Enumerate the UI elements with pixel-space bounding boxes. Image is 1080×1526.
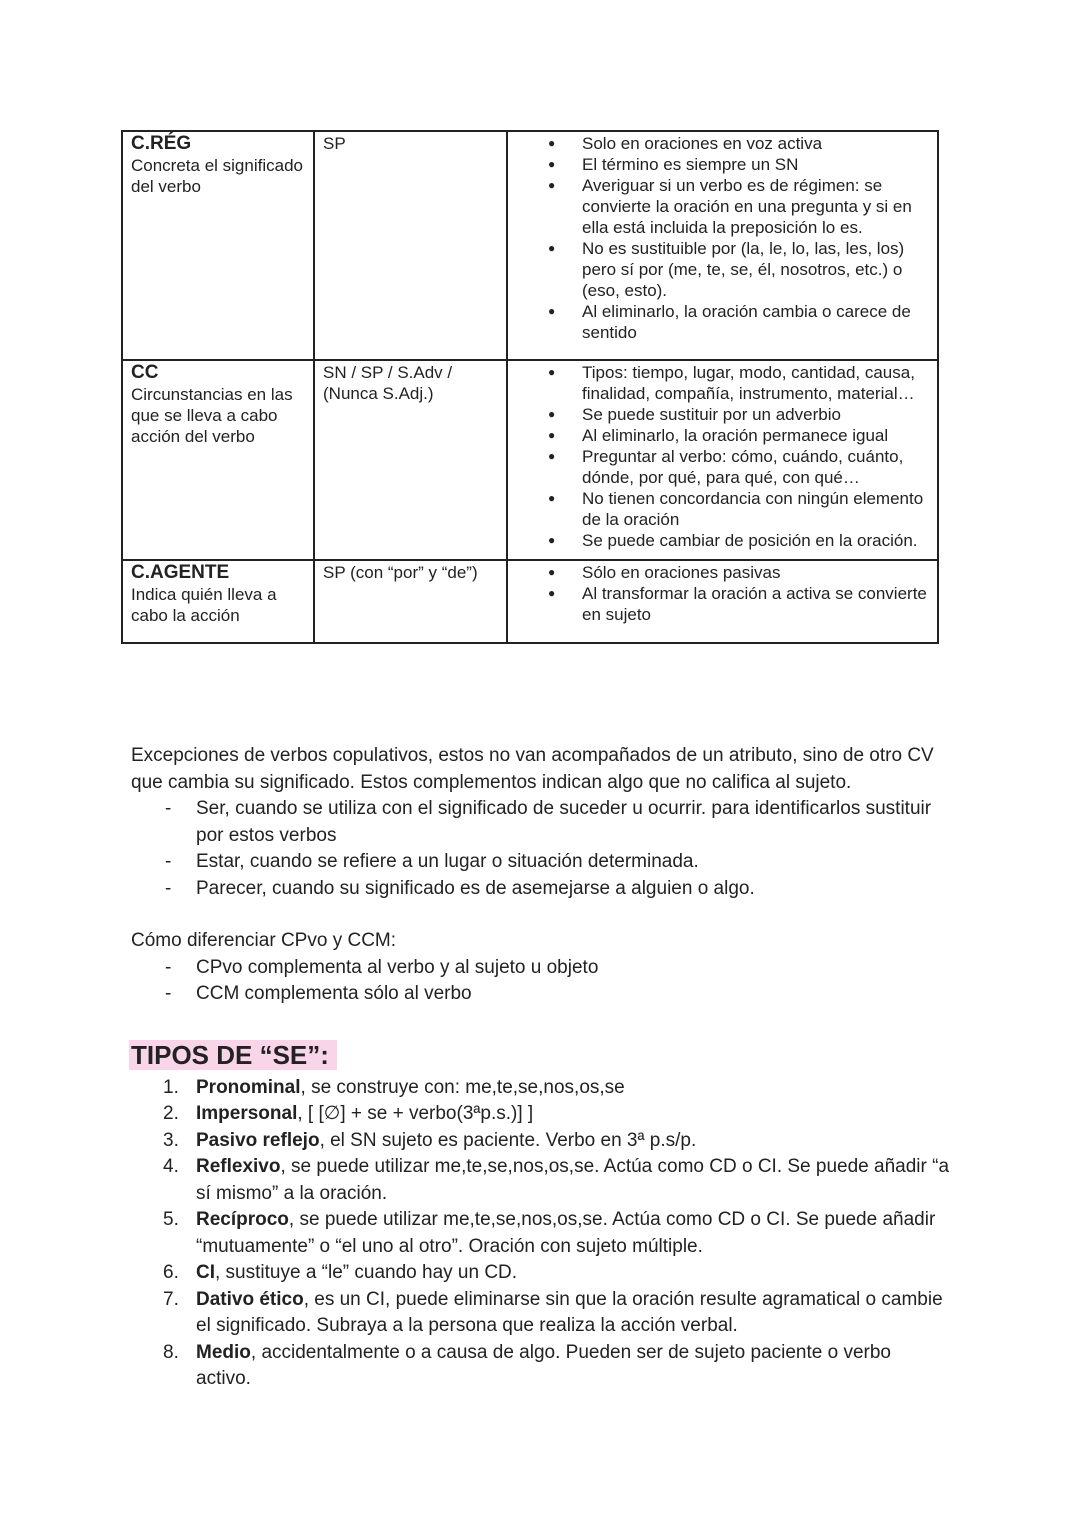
diff-section — [131, 928, 951, 1008]
term-cell — [122, 131, 314, 360]
term-description: Indica quién lleva a cabo la acción — [131, 585, 277, 625]
se-type-description: , accidentalmente o a causa de algo. Pueden ser de sujeto paciente o verbo activo. — [196, 1341, 891, 1389]
se-type-description: , se puede utilizar me,te,se,nos,os,se. Actúa como CD o CI. Se puede añadir “a sí mismo” a la oración. — [196, 1156, 950, 1204]
table-row — [122, 560, 938, 643]
notes-list — [538, 133, 929, 343]
note-item: ● Tipos: tiempo, lugar, modo, cantidad, causa, finalidad, compañía, instrumento, material… — [582, 362, 929, 404]
exceptions-intro: Excepciones de verbos copulativos, estos no van acompañados de un atributo, sino de otro CV que cambia su significado. Estos complementos indican algo que no califica al sujeto. — [131, 745, 934, 793]
note-item: ● Averiguar si un verbo es de régimen: se convierte la oración en una pregunta y si en ella está incluida la preposición lo es. — [582, 175, 929, 238]
se-type-item — [131, 1207, 951, 1260]
note-item: ● Sólo en oraciones pasivas — [582, 562, 929, 583]
form-cell: SP (con “por” y “de”) — [314, 560, 507, 643]
se-type-name: CI — [196, 1262, 215, 1283]
item-number: 3. — [163, 1129, 179, 1151]
se-type-name: Pasivo reflejo — [196, 1129, 320, 1151]
se-heading: TIPOS DE “SE”: — [129, 1040, 337, 1070]
exceptions-section — [131, 743, 951, 902]
list-item: - Ser, cuando se utiliza con el significado de suceder u ocurrir. para identificarlos sustituir por estos verbos — [131, 796, 951, 849]
note-item: ● Al eliminarlo, la oración permanece igual — [582, 425, 929, 446]
note-item: ● Se puede cambiar de posición en la oración. — [582, 530, 929, 551]
se-type-item — [131, 1287, 951, 1340]
term-name: C.AGENTE — [131, 562, 230, 583]
note-item: ● Al transformar la oración a activa se convierte en sujeto — [582, 583, 929, 625]
se-type-item — [131, 1154, 951, 1207]
item-number: 1. — [163, 1076, 179, 1098]
item-number: 8. — [163, 1341, 179, 1363]
notes-list — [538, 562, 929, 625]
se-type-description: , sustituye a “le” cuando hay un CD. — [215, 1262, 518, 1283]
se-type-item — [131, 1128, 951, 1155]
se-type-description: , se construye con: me,te,se,nos,os,se — [300, 1076, 625, 1098]
item-number: 4. — [163, 1156, 179, 1177]
se-type-name: Reflexivo — [196, 1156, 281, 1177]
list-item: - Estar, cuando se refiere a un lugar o situación determinada. — [131, 849, 951, 876]
list-item: - Parecer, cuando su significado es de asemejarse a alguien o algo. — [131, 876, 951, 903]
term-name: CC — [131, 362, 159, 383]
note-item: ● No tienen concordancia con ningún elemento de la oración — [582, 488, 929, 530]
notes-cell — [507, 560, 938, 643]
note-item: ● Se puede sustituir por un adverbio — [582, 404, 929, 425]
term-cell — [122, 360, 314, 560]
notes-cell — [507, 131, 938, 360]
se-type-item — [131, 1101, 951, 1128]
se-type-name: Dativo ético — [196, 1288, 304, 1310]
se-section — [131, 1040, 951, 1393]
se-type-item — [131, 1260, 951, 1287]
notes-cell — [507, 360, 938, 560]
term-description: Circunstancias en las que se lleva a cabo acción del verbo — [131, 385, 293, 446]
term-name: C.RÉG — [131, 133, 192, 154]
note-item: ● Al eliminarlo, la oración cambia o carece de sentido — [582, 301, 929, 343]
item-number: 6. — [163, 1262, 179, 1283]
list-item: - CCM complementa sólo al verbo — [131, 981, 951, 1008]
notes-list — [538, 362, 929, 551]
se-type-item — [131, 1075, 951, 1102]
diff-intro: Cómo diferenciar CPvo y CCM: — [131, 930, 397, 951]
form-cell: SP — [314, 131, 507, 360]
item-number: 5. — [163, 1209, 179, 1230]
se-type-description: , se puede utilizar me,te,se,nos,os,se. Actúa como CD o CI. Se puede añadir “mutuamente” o “el uno al otro”. Oración con sujeto múltiple. — [196, 1209, 936, 1257]
se-type-name: Impersonal — [196, 1103, 298, 1124]
se-type-description: , el SN sujeto es paciente. Verbo en 3ª p.s/p. — [319, 1129, 697, 1151]
table-row — [122, 131, 938, 360]
se-type-description: , es un CI, puede eliminarse sin que la oración resulte agramatical o cambie el significado. Subraya a la persona que realiza la acción verbal. — [196, 1288, 943, 1336]
se-type-name: Recíproco — [196, 1209, 289, 1230]
item-number: 7. — [163, 1288, 179, 1310]
note-item: ● Solo en oraciones en voz activa — [582, 133, 929, 154]
term-description: Concreta el significado del verbo — [131, 156, 303, 196]
table-row — [122, 360, 938, 560]
se-type-item — [131, 1340, 951, 1393]
note-item: ● El término es siempre un SN — [582, 154, 929, 175]
form-cell: SN / SP / S.Adv / (Nunca S.Adj.) — [314, 360, 507, 560]
note-item: ● Preguntar al verbo: cómo, cuándo, cuánto, dónde, por qué, para qué, con qué… — [582, 446, 929, 488]
item-number: 2. — [163, 1103, 179, 1124]
complements-table — [121, 130, 939, 644]
se-type-name: Medio — [196, 1341, 251, 1363]
se-type-name: Pronominal — [196, 1076, 301, 1098]
se-type-description: , [ [∅] + se + verbo(3ªp.s.)] ] — [297, 1103, 534, 1124]
list-item: - CPvo complementa al verbo y al sujeto u objeto — [131, 955, 951, 982]
note-item: ● No es sustituible por (la, le, lo, las, les, los) pero sí por (me, te, se, él, nosotros, etc.) o (eso, esto). — [582, 238, 929, 301]
term-cell — [122, 560, 314, 643]
